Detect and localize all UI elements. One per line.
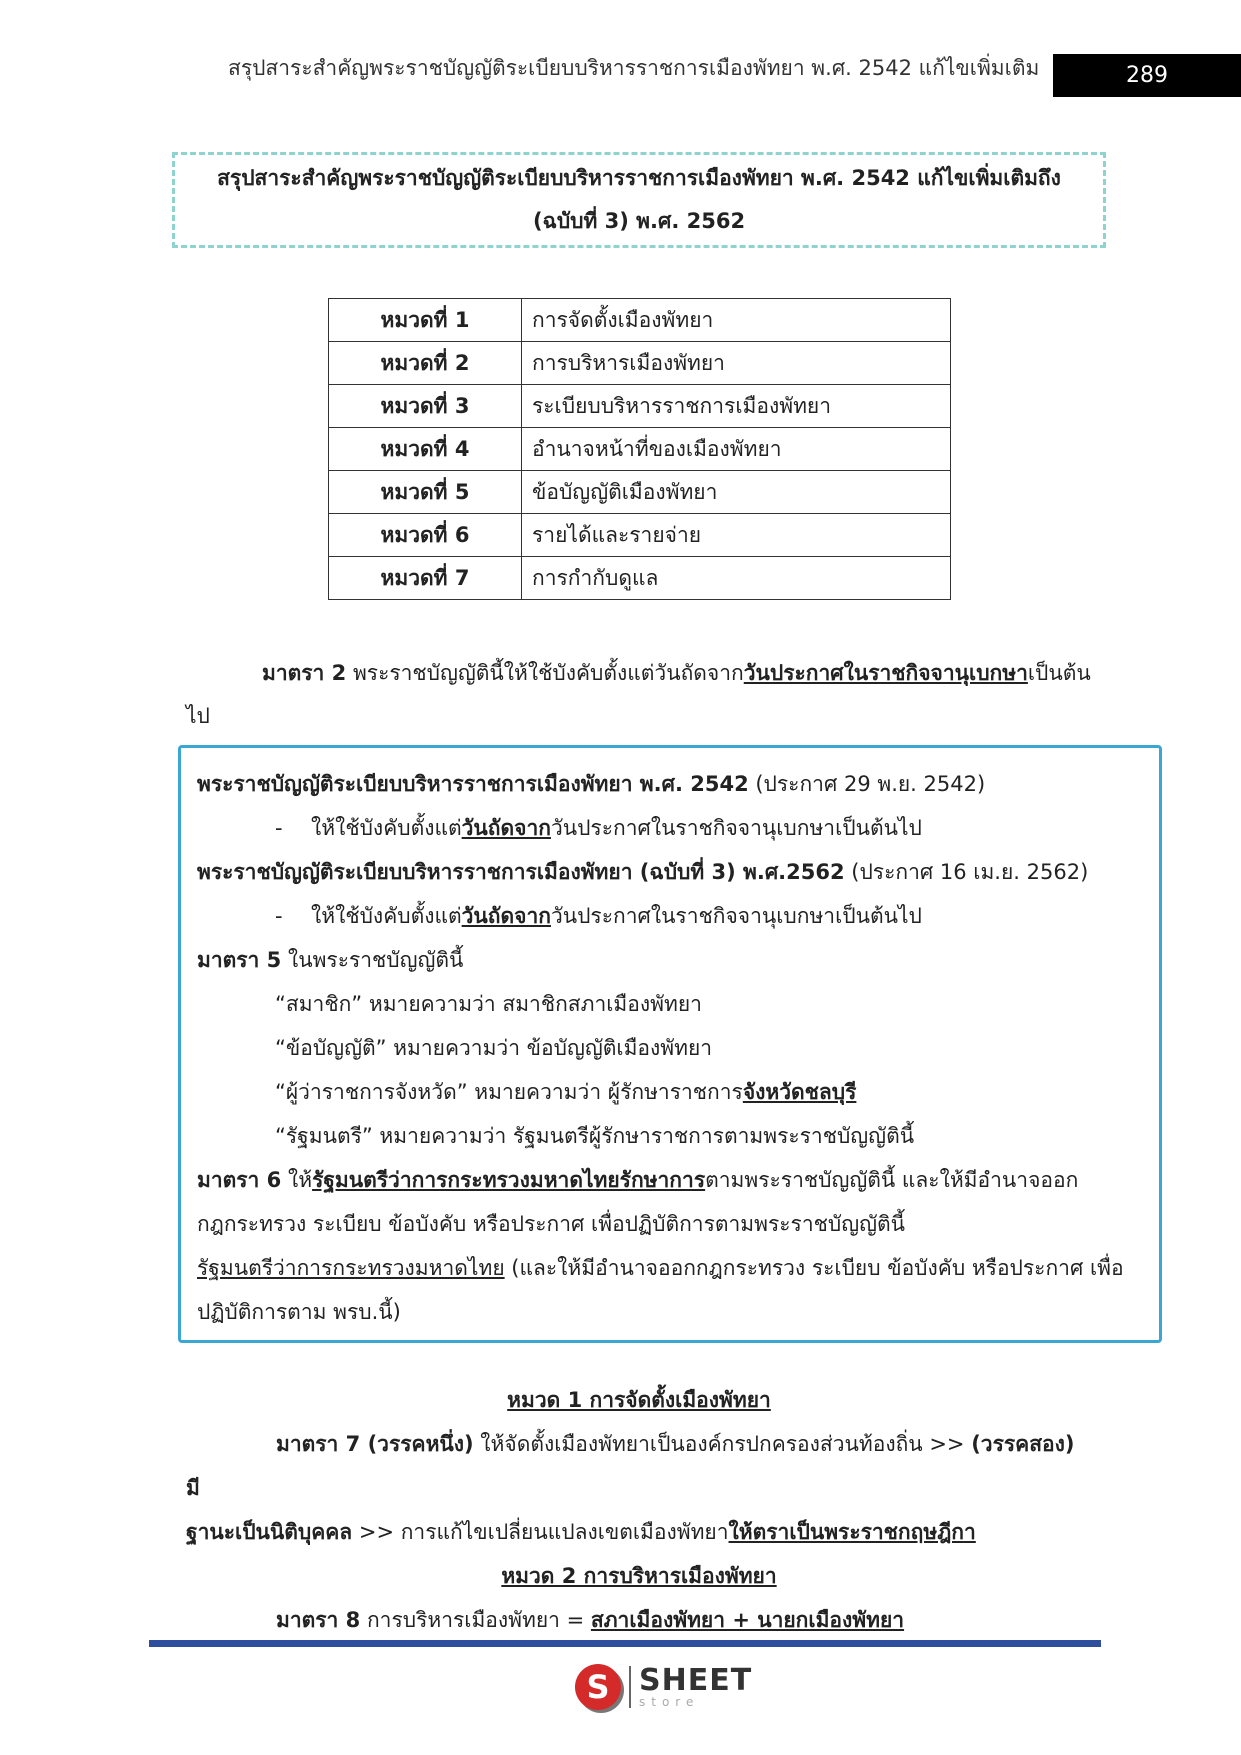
definition-governor-text: “ผู้ว่าราชการจังหวัด” หมายความว่า ผู้รักษาราชการ — [275, 1080, 743, 1104]
section-7-bold: ฐานะเป็นนิติบุคคล — [186, 1520, 353, 1544]
sheet-store-logo — [575, 1662, 752, 1712]
bullet-text-end: วันประกาศในราชกิจจานุเบกษาเป็นต้นไป — [550, 816, 922, 840]
section-7-emphasis: ให้ตราเป็นพระราชกฤษฎีกา — [728, 1520, 976, 1544]
chapter-number: หมวดที่ 4 — [329, 428, 522, 471]
act2-title: พระราชบัญญัติระเบียบบริหารราชการเมืองพัทยา (ฉบับที่ 3) พ.ศ.2562 — [197, 860, 845, 884]
section-6-line3 — [197, 1246, 1145, 1290]
definition-member: “สมาชิก” หมายความว่า สมาชิกสภาเมืองพัทยา — [275, 992, 702, 1016]
bullet-emphasis: วันถัดจาก — [461, 904, 551, 928]
section-7-text: ให้จัดตั้งเมืองพัทยาเป็นองค์กรปกครองส่วนท้องถิ่น >> — [473, 1432, 972, 1456]
section-8-emphasis: สภาเมืองพัทยา + นายกเมืองพัทยา — [590, 1608, 905, 1632]
section-5-label: มาตรา 5 — [197, 948, 282, 972]
section-6-line4: ปฏิบัติการตาม พรบ.นี้) — [197, 1300, 401, 1324]
chapter-number: หมวดที่ 6 — [329, 514, 522, 557]
chapter-title: อำนาจหน้าที่ของเมืองพัทยา — [522, 428, 951, 471]
section-7-line — [186, 1422, 1092, 1510]
section-5-text: ในพระราชบัญญัตินี้ — [281, 948, 464, 972]
section-6-label: มาตรา 6 — [197, 1168, 282, 1192]
section-6-line2: กฎกระทรวง ระเบียบ ข้อบังคับ หรือประกาศ เพื่อปฏิบัติการตามพระราชบัญญัตินี้ — [197, 1212, 905, 1236]
section-8-label: มาตรา 8 — [276, 1608, 361, 1632]
table-row — [329, 514, 951, 557]
table-row — [329, 428, 951, 471]
section-8-line — [186, 1598, 1092, 1642]
section-2-text: พระราชบัญญัตินี้ให้ใช้บังคับตั้งแต่วันถัดจาก — [346, 661, 744, 685]
section-2-text-wrap: ไป — [186, 704, 210, 728]
table-row — [329, 299, 951, 342]
chapter-number: หมวดที่ 7 — [329, 557, 522, 600]
section-5-line — [197, 938, 1145, 982]
act2-date: (ประกาศ 16 เม.ย. 2562) — [844, 860, 1089, 884]
section-6-minister: รัฐมนตรีว่าการกระทรวงมหาดไทย — [197, 1256, 505, 1280]
document-title-line1: สรุปสาระสำคัญพระราชบัญญัติระเบียบบริหารราชการเมืองพัทยา พ.ศ. 2542 แก้ไขเพิ่มเติมถึง — [217, 166, 1061, 190]
bullet-dash: - — [275, 816, 283, 840]
act-summary-box — [178, 745, 1162, 1343]
chapter-title: รายได้และรายจ่าย — [522, 514, 951, 557]
table-row — [329, 385, 951, 428]
table-row — [329, 342, 951, 385]
section-2-label: มาตรา 2 — [262, 661, 347, 685]
lower-content — [186, 1378, 1092, 1642]
definition-ordinance: “ข้อบัญญัติ” หมายความว่า ข้อบัญญัติเมืองพัทยา — [275, 1036, 713, 1060]
section-2-paragraph — [186, 652, 1092, 738]
section-6-text: ให้ — [281, 1168, 313, 1192]
definition-governor — [197, 1070, 1145, 1114]
definition-governor-emphasis: จังหวัดชลบุรี — [742, 1080, 857, 1104]
section-6-line3-text: (และให้มีอำนาจออกกฎกระทรวง ระเบียบ ข้อบังคับ หรือประกาศ เพื่อ — [504, 1256, 1124, 1280]
act1-date: (ประกาศ 29 พ.ย. 2542) — [748, 772, 986, 796]
chapter-number: หมวดที่ 5 — [329, 471, 522, 514]
logo-subtext: store — [639, 1695, 700, 1709]
document-title-box — [172, 152, 1106, 248]
section-7-line2-text: >> การแก้ไขเปลี่ยนแปลงเขตเมืองพัทยา — [352, 1520, 729, 1544]
definition-minister: “รัฐมนตรี” หมายความว่า รัฐมนตรีผู้รักษาราชการตามพระราชบัญญัตินี้ — [275, 1124, 915, 1148]
act1-bullet — [197, 806, 1145, 850]
logo-divider — [629, 1666, 631, 1708]
chapter-title: ข้อบัญญัติเมืองพัทยา — [522, 471, 951, 514]
logo-s-icon: S — [575, 1664, 621, 1710]
bullet-emphasis: วันถัดจาก — [461, 816, 551, 840]
chapter-2-heading: หมวด 2 การบริหารเมืองพัทยา — [501, 1564, 777, 1588]
chapter-number: หมวดที่ 2 — [329, 342, 522, 385]
section-2-text-end: เป็นต้น — [1027, 661, 1091, 685]
logo-text: SHEET — [639, 1663, 753, 1698]
section-2-emphasis: วันประกาศในราชกิจจานุเบกษา — [743, 661, 1028, 685]
act1-line — [197, 762, 1145, 806]
bullet-text: ให้ใช้บังคับตั้งแต่ — [311, 904, 462, 928]
chapter-table — [328, 298, 951, 600]
page-number: 289 — [1053, 54, 1241, 97]
table-row — [329, 471, 951, 514]
section-7-line2 — [186, 1510, 1092, 1554]
bullet-dash: - — [275, 904, 283, 928]
section-6-emphasis: รัฐมนตรีว่าการกระทรวงมหาดไทยรักษาการ — [312, 1168, 706, 1192]
chapter-title: การกำกับดูแล — [522, 557, 951, 600]
chapter-title: การจัดตั้งเมืองพัทยา — [522, 299, 951, 342]
chapter-number: หมวดที่ 1 — [329, 299, 522, 342]
section-6-text-end: ตามพระราชบัญญัตินี้ และให้มีอำนาจออก — [705, 1168, 1079, 1192]
table-row — [329, 557, 951, 600]
bullet-text: ให้ใช้บังคับตั้งแต่ — [311, 816, 462, 840]
section-8-text: การบริหารเมืองพัทยา = — [360, 1608, 591, 1632]
bullet-text-end: วันประกาศในราชกิจจานุเบกษาเป็นต้นไป — [550, 904, 922, 928]
act2-line — [197, 850, 1145, 894]
act2-bullet — [197, 894, 1145, 938]
chapter-title: ระเบียบบริหารราชการเมืองพัทยา — [522, 385, 951, 428]
section-6-line — [197, 1158, 1145, 1202]
chapter-number: หมวดที่ 3 — [329, 385, 522, 428]
section-7-label: มาตรา 7 (วรรคหนึ่ง) — [276, 1432, 474, 1456]
chapter-1-heading: หมวด 1 การจัดตั้งเมืองพัทยา — [507, 1388, 771, 1412]
section-7-label2: (วรรคสอง) มี — [186, 1432, 1075, 1500]
document-title-line2: (ฉบับที่ 3) พ.ศ. 2562 — [532, 209, 746, 233]
act1-title: พระราชบัญญัติระเบียบบริหารราชการเมืองพัทยา พ.ศ. 2542 — [197, 772, 749, 796]
chapter-title: การบริหารเมืองพัทยา — [522, 342, 951, 385]
footer-bar — [149, 1640, 1101, 1647]
page-header-title: สรุปสาระสำคัญพระราชบัญญัติระเบียบบริหารราชการเมืองพัทยา พ.ศ. 2542 แก้ไขเพิ่มเติม — [228, 56, 1040, 80]
